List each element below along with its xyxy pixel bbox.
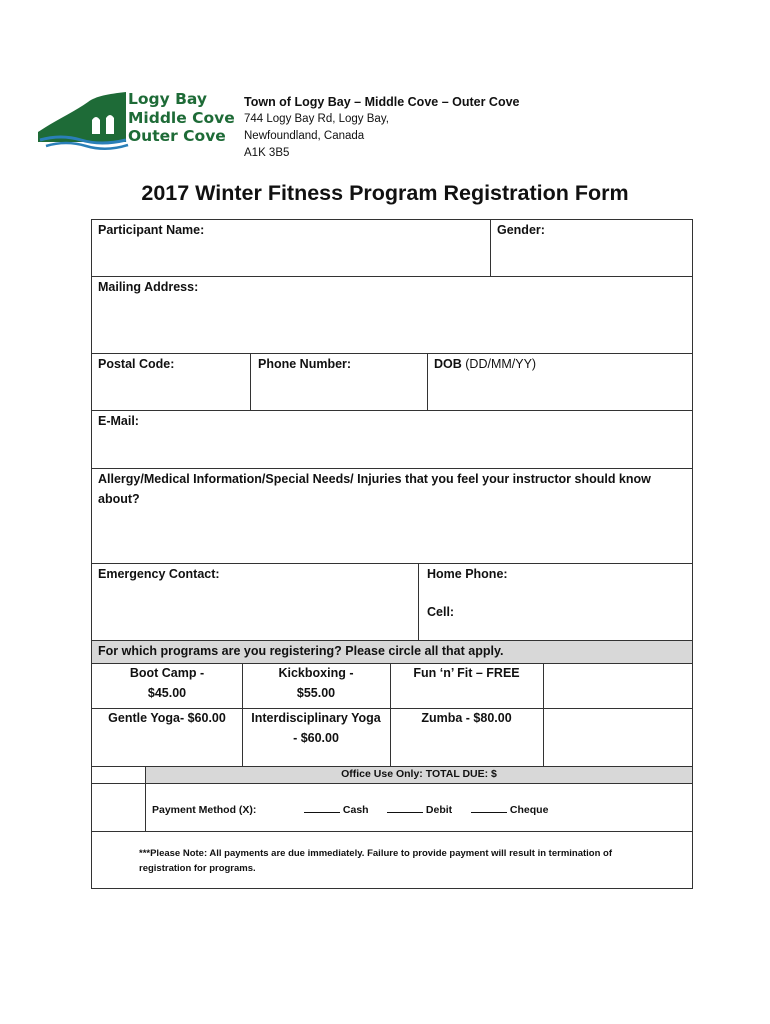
town-address-block <box>244 94 520 162</box>
program-interdisciplinary-label: Interdisciplinary Yoga <box>251 711 381 725</box>
program-boot-camp-label: Boot Camp - <box>129 666 205 680</box>
program-fun-n-fit[interactable]: Fun ‘n’ Fit – FREE <box>413 666 520 680</box>
dob-format-hint: (DD/MM/YY) <box>461 357 537 371</box>
allergy-label: Allergy/Medical Information/Special Needs/ Injuries that you feel your instructor should know about? <box>98 472 651 506</box>
dob-label <box>434 354 536 374</box>
emergency-contact-label: Emergency Contact: <box>98 567 220 581</box>
program-interdisciplinary-yoga[interactable] <box>242 709 390 748</box>
debit-label: Debit <box>425 804 453 816</box>
program-boot-camp[interactable] <box>92 664 242 703</box>
address-postal: A1K 3B5 <box>244 147 290 159</box>
cheque-blank[interactable] <box>471 802 507 813</box>
logo-line-1: Logy Bay <box>128 90 208 108</box>
logo-line-3: Outer Cove <box>128 127 226 145</box>
logo-wave-icon-2 <box>46 143 128 149</box>
program-kickboxing[interactable] <box>242 664 390 703</box>
dob-label-text: DOB <box>434 357 462 371</box>
program-boot-camp-price: $45.00 <box>147 685 187 700</box>
address-line-1: 744 Logy Bay Rd, Logy Bay, <box>244 113 389 125</box>
cell-label: Cell: <box>427 605 455 619</box>
email-label: E-Mail: <box>98 414 139 428</box>
cash-blank[interactable] <box>304 802 340 813</box>
cheque-label: Cheque <box>509 804 549 816</box>
program-interdisciplinary-price: - $60.00 <box>293 730 339 745</box>
phone-number-label: Phone Number: <box>258 357 352 371</box>
programs-question: For which programs are you registering? Please circle all that apply. <box>98 644 504 658</box>
registration-form <box>91 219 693 889</box>
postal-code-label: Postal Code: <box>98 357 175 371</box>
participant-name-label: Participant Name: <box>98 223 205 237</box>
program-kickboxing-label: Kickboxing - <box>278 666 354 680</box>
address-line-2: Newfoundland, Canada <box>244 130 365 142</box>
form-title: 2017 Winter Fitness Program Registration Form <box>141 181 629 205</box>
payment-cheque-option[interactable] <box>471 802 548 818</box>
logo-text <box>128 90 235 146</box>
program-kickboxing-price: $55.00 <box>296 685 336 700</box>
office-total-due: Office Use Only: TOTAL DUE: $ <box>341 768 497 780</box>
payment-cash-option[interactable] <box>304 802 369 818</box>
payment-method-label: Payment Method (X): <box>152 804 257 816</box>
payment-note: ***Please Note: All payments are due immediately. Failure to provide payment will result in termination of registration for programs. <box>139 848 613 874</box>
town-name: Town of Logy Bay – Middle Cove – Outer Cove <box>244 95 520 109</box>
home-phone-label: Home Phone: <box>427 567 508 581</box>
program-zumba[interactable]: Zumba - $80.00 <box>421 711 512 725</box>
mailing-address-label: Mailing Address: <box>98 280 199 294</box>
cash-label: Cash <box>342 804 369 816</box>
logo-line-2: Middle Cove <box>128 108 235 127</box>
gender-label: Gender: <box>497 223 545 237</box>
payment-debit-option[interactable] <box>387 802 452 818</box>
debit-blank[interactable] <box>387 802 423 813</box>
program-gentle-yoga[interactable]: Gentle Yoga- $60.00 <box>108 711 226 725</box>
